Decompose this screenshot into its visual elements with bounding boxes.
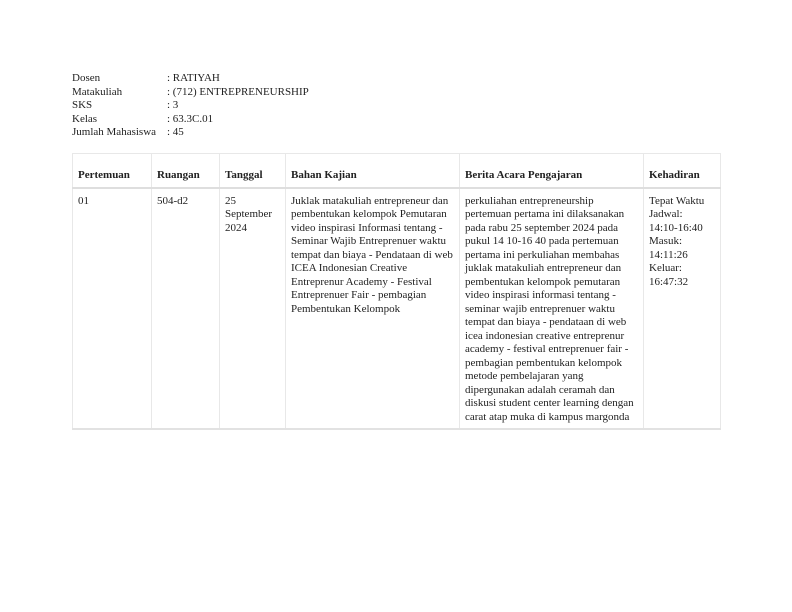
cell-pertemuan: 01 (73, 188, 152, 430)
cell-berita-acara: perkuliahan entrepreneurship pertemuan pertama ini dilaksanakan pada rabu 25 september 2024 pada pukul 14 10-16 40 pada pertemuan pertama ini perkuliahan membahas juklak matakuliah entrepreneur dan pembentukan kelompok pemutaran video inspirasi informasi tentang - seminar wajib entreprenuer waktu tempat dan biaya - pendataan di web icea indonesian creative entreprenur academy - festival entreprenuer fair - pembagian pembentukan kelompok metode pembelajaran yang dipergunakan adalah ceramah dan diskusi student center learning dengan carat atap muka di kampus margonda (460, 188, 644, 430)
course-info (72, 72, 309, 140)
sks-label: SKS (72, 99, 93, 111)
info-row-dosen (72, 72, 309, 86)
table-row (73, 188, 721, 430)
info-row-kelas (72, 113, 309, 127)
header-ruangan: Ruangan (152, 154, 220, 188)
dosen-label: Dosen (72, 72, 101, 84)
sks-value: : 3 (167, 99, 179, 111)
header-row (73, 154, 721, 188)
info-row-matakuliah (72, 86, 309, 100)
cell-tanggal: 25 September 2024 (220, 188, 286, 430)
matakuliah-value: : (712) ENTREPRENEURSHIP (167, 85, 309, 98)
info-row-jumlah (72, 126, 309, 140)
matakuliah-label: Matakuliah (72, 85, 123, 98)
header-bahan-kajian: Bahan Kajian (286, 154, 460, 188)
kelas-value: : 63.3C.01 (167, 112, 214, 125)
dosen-value: : RATIYAH (167, 72, 220, 84)
header-pertemuan: Pertemuan (73, 154, 152, 188)
jumlah-mahasiswa-label: Jumlah Mahasiswa (72, 126, 157, 138)
jumlah-mahasiswa-value: : 45 (167, 126, 184, 138)
header-kehadiran: Kehadiran (644, 154, 721, 188)
cell-bahan-kajian: Juklak matakuliah entrepreneur dan pembentukan kelompok Pemutaran video inspirasi Informasi tentang - Seminar Wajib Entreprenuer waktu tempat dan biaya - Pendataan di web ICEA Indonesian Creative Entreprenur Academy - Festival Entreprenuer Fair - pembagian Pembentukan Kelompok (286, 188, 460, 430)
cell-ruangan: 504-d2 (152, 188, 220, 430)
cell-kehadiran: Tepat Waktu Jadwal: 14:10-16:40 Masuk: 14:11:26 Keluar: 16:47:32 (644, 188, 721, 430)
header-berita-acara: Berita Acara Pengajaran (460, 154, 644, 188)
header-tanggal: Tanggal (220, 154, 286, 188)
attendance-table (72, 153, 721, 430)
kelas-label: Kelas (72, 112, 98, 125)
table-header (73, 154, 721, 188)
info-row-sks (72, 99, 309, 113)
